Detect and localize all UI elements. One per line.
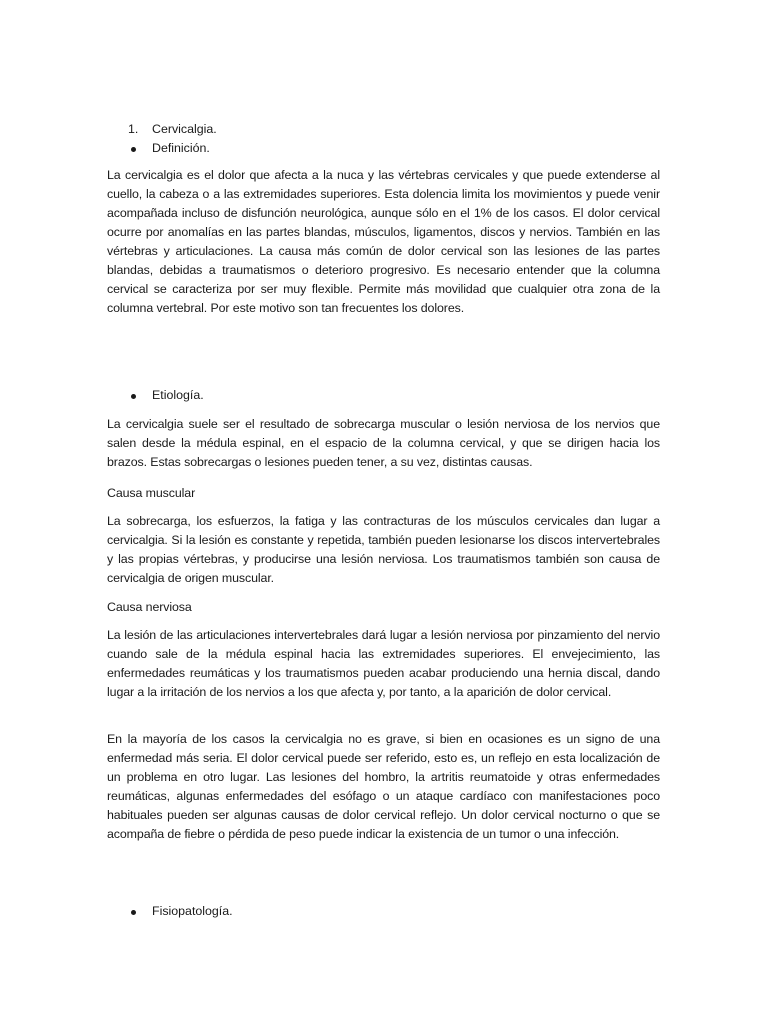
- paragraph-causa-nerviosa: La lesión de las articulaciones intervertebrales dará lugar a lesión nerviosa por pinzamiento del nervio cuando sale de la médula espinal hacia las extremidades superiores. El envejecimiento, las enfermedades reumáticas y los traumatismos pueden acabar produciendo una hernia discal, dando lugar a la irritación de los nervios a los que afecta y, por tanto, a la aparición de dolor cervical.: [107, 628, 660, 700]
- paragraph-definicion: La cervicalgia es el dolor que afecta a la nuca y las vértebras cervicales y que puede extenderse al cuello, la cabeza o a las extremidades superiores. Esta dolencia limita los movimientos y puede venir acompañada incluso de disfunción neurológica, aunque sólo en el 1% de los casos. El dolor cervical ocurre por anomalías en las partes blandas, músculos, ligamentos, discos y nervios. También en las vértebras y articulaciones. La causa más común de dolor cervical son las lesiones de las partes blandas, debidas a traumatismos o deterioro progresivo. Es necesario entender que la columna cervical se caracteriza por ser muy flexible. Permite más movilidad que cualquier otra zona de la columna vertebral. Por este motivo son tan frecuentes los dolores.: [107, 168, 660, 316]
- bullet-icon: [128, 386, 148, 405]
- list-item-definicion: Definición.: [152, 141, 210, 155]
- list-number: 1.: [128, 122, 139, 136]
- heading-causa-muscular: Causa muscular: [107, 486, 196, 500]
- paragraph-causa-muscular: La sobrecarga, los esfuerzos, la fatiga y las contracturas de los músculos cervicales dan lugar a cervicalgia. Si la lesión es constante y repetida, también pueden lesionarse los discos intervertebrales y las propias vértebras, y producirse una lesión nerviosa. Los traumatismos también son causa de cervicalgia de origen muscular.: [107, 514, 660, 586]
- list-item-fisiopatologia: Fisiopatología.: [152, 904, 233, 918]
- heading-causa-nerviosa: Causa nerviosa: [107, 600, 192, 614]
- paragraph-gravedad: En la mayoría de los casos la cervicalgia no es grave, si bien en ocasiones es un signo de una enfermedad más seria. El dolor cervical puede ser referido, esto es, un reflejo en esta localización de un problema en otro lugar. Las lesiones del hombro, la artritis reumatoide y otras enfermedades reumáticas, algunas enfermedades del esófago o un ataque cardíaco con manifestaciones poco habituales pueden ser algunas causas de dolor cervical reflejo. Un dolor cervical nocturno o que se acompaña de fiebre o pérdida de peso puede indicar la existencia de un tumor o una infección.: [107, 732, 660, 842]
- bullet-icon: [128, 139, 148, 158]
- list-item-cervicalgia: Cervicalgia.: [152, 122, 217, 136]
- list-item-etiologia: Etiología.: [152, 388, 204, 402]
- bullet-icon: [128, 902, 148, 921]
- paragraph-etiologia: La cervicalgia suele ser el resultado de sobrecarga muscular o lesión nerviosa de los nervios que salen desde la médula espinal, en el espacio de la columna cervical, y que se dirigen hacia los brazos. Estas sobrecargas o lesiones pueden tener, a su vez, distintas causas.: [107, 417, 660, 470]
